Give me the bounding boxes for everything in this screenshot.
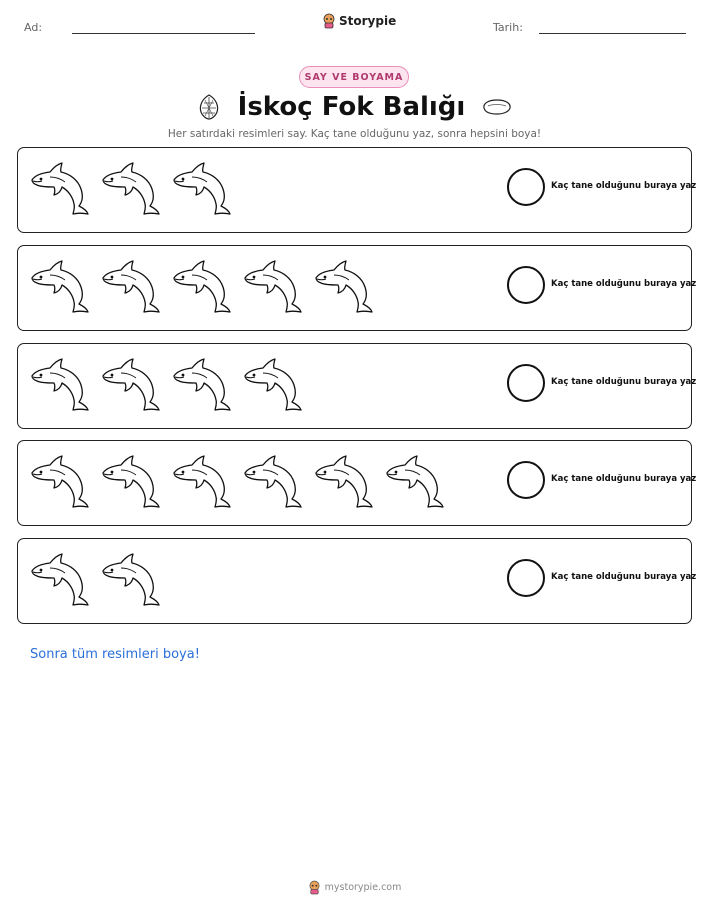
picture-group xyxy=(28,256,374,318)
seal-picture xyxy=(99,549,161,607)
seal-picture xyxy=(383,451,445,509)
site-footer xyxy=(0,880,709,895)
seal-picture xyxy=(312,256,374,314)
seal-picture xyxy=(99,451,161,509)
pinecone-icon xyxy=(196,93,222,121)
answer-label: Kaç tane olduğunu buraya yaz xyxy=(551,279,697,289)
seal-picture xyxy=(170,451,232,509)
picture-group xyxy=(28,354,303,416)
picture-group xyxy=(28,158,232,220)
answer-label: Kaç tane olduğunu buraya yaz xyxy=(551,181,697,191)
answer-circle[interactable] xyxy=(507,266,545,304)
counting-row xyxy=(17,440,697,526)
seal-picture xyxy=(170,354,232,412)
page-title: İskoç Fok Balığı xyxy=(237,92,466,122)
seal-picture xyxy=(170,158,232,216)
answer-label: Kaç tane olduğunu buraya yaz xyxy=(551,377,697,387)
seal-picture xyxy=(241,256,303,314)
answer-circle[interactable] xyxy=(507,461,545,499)
picture-group xyxy=(28,549,161,611)
name-label: Ad: xyxy=(24,21,43,34)
site-url: mystorypie.com xyxy=(324,882,402,893)
coloring-note: Sonra tüm resimleri boya! xyxy=(30,647,200,662)
answer-circle[interactable] xyxy=(507,168,545,206)
date-field[interactable] xyxy=(539,33,686,34)
stone-icon xyxy=(481,97,513,117)
counting-row xyxy=(17,538,697,624)
answer-circle[interactable] xyxy=(507,364,545,402)
seal-picture xyxy=(28,549,90,607)
seal-picture xyxy=(99,256,161,314)
counting-row xyxy=(17,245,697,331)
storypie-mascot-icon xyxy=(308,880,321,895)
brand-name: Storypie xyxy=(339,14,397,28)
counting-row xyxy=(17,147,697,233)
answer-label: Kaç tane olduğunu buraya yaz xyxy=(551,572,697,582)
title-row xyxy=(0,90,709,124)
instructions: Her satırdaki resimleri say. Kaç tane olduğunu yaz, sonra hepsini boya! xyxy=(167,128,542,140)
seal-picture xyxy=(28,451,90,509)
seal-picture xyxy=(99,354,161,412)
answer-label: Kaç tane olduğunu buraya yaz xyxy=(551,474,697,484)
seal-picture xyxy=(99,158,161,216)
seal-picture xyxy=(28,256,90,314)
activity-badge: SAY VE BOYAMA xyxy=(299,66,409,88)
picture-group xyxy=(28,451,445,513)
brand-logo xyxy=(322,13,396,29)
seal-picture xyxy=(170,256,232,314)
seal-picture xyxy=(241,451,303,509)
date-label: Tarih: xyxy=(493,21,523,34)
seal-picture xyxy=(241,354,303,412)
counting-row xyxy=(17,343,697,429)
seal-picture xyxy=(312,451,374,509)
seal-picture xyxy=(28,158,90,216)
seal-picture xyxy=(28,354,90,412)
answer-circle[interactable] xyxy=(507,559,545,597)
storypie-mascot-icon xyxy=(322,13,336,29)
worksheet-header xyxy=(0,0,709,50)
name-field[interactable] xyxy=(72,33,255,34)
